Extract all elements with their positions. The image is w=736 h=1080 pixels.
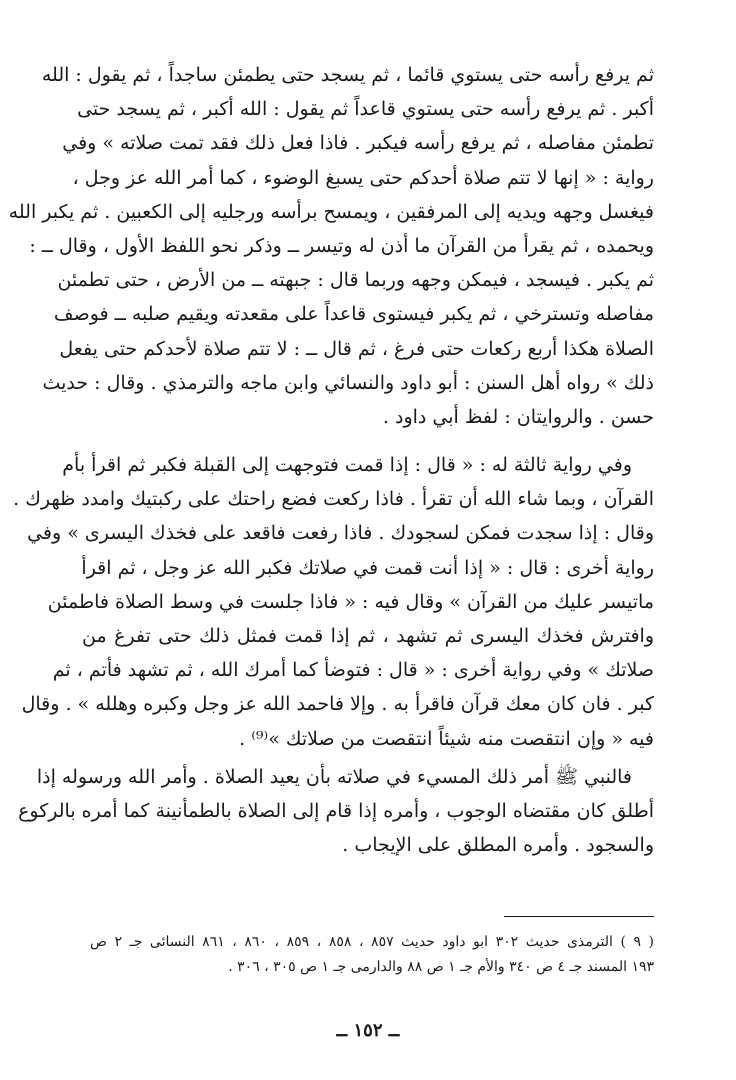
text-line: أكبر . ثم يرفع رأسه حتى يستوي قاعداً ثم يقول : الله أكبر ، ثم يسجد حتى	[77, 98, 654, 121]
text-line: الصلاة هكذا أربع ركعات حتى فرغ ، ثم قال ــ : لا تتم صلاة لأحدكم حتى يفعل	[59, 337, 654, 360]
text-line: وفي رواية ثالثة له : « قال : إذا قمت فتوجهت إلى القبلة فكبر ثم اقرأ بأم	[62, 454, 632, 476]
text-line: فيغسل وجهه ويديه إلى المرفقين ، ويمسح برأسه ورجليه إلى الكعبين . ثم يكبر الله	[8, 200, 654, 223]
footnote-line: ( ٩ ) الترمذى حديث ٣٠٢ ابو داود حديث ٨٥٧ ، ٨٥٨ ، ٨٥٩ ، ٨٦٠ ، ٨٦١ النسائى جـ ٢ ص	[90, 934, 655, 950]
footnote-line: ١٩٣ المسند جـ ٤ ص ٣٤٠ والأم جـ ١ ص ٨٨ والدارمى جـ ١ ص ٣٠٥ ، ٣٠٦ .	[228, 959, 654, 975]
text-line: القرآن ، وبما شاء الله أن تقرأ . فاذا ركعت فضع راحتك على ركبتيك وامدد ظهرك .	[13, 488, 654, 511]
paragraph-2	[13, 448, 654, 756]
footnotes	[90, 930, 654, 980]
text-line: مفاصله وتسترخي ، ثم يكبر فيستوى قاعداً على مقعدته ويقيم صلبه ــ فوصف	[53, 303, 654, 326]
text-line: كبر . فان كان معك قرآن فاقرأ به . وإلا فاحمد الله عز وجل وكبره وهلله » . وقال	[21, 693, 654, 716]
text-line: تطمئن مفاصله ، ثم يرفع رأسه فيكبر . فاذا فعل ذلك فقد تمت صلاته » وفي	[62, 132, 654, 155]
text-line: رواية : « إنها لا تتم صلاة أحدكم حتى يسبغ الوضوء ، كما أمر الله عز وجل ،	[72, 166, 654, 189]
text-line: وقال : إذا سجدت فمكن لسجودك . فاذا رفعت فاقعد على فخذك اليسرى » وفي	[27, 522, 654, 545]
text-line: والسجود . وأمره المطلق على الإيجاب .	[342, 834, 654, 857]
text-line: ويحمده ، ثم يقرأ من القرآن ما أذن له وتيسر ــ وذكر نحو اللفظ الأول ، وقال ــ :	[29, 235, 654, 258]
text-line: أطلق كان مقتضاه الوجوب ، وأمره إذا قام إلى الصلاة بالطمأنينة كما أمره بالركوع	[18, 800, 654, 823]
text-line: رواية أخرى : قال : « إذا أنت قمت في صلاتك فكبر الله عز وجل ، ثم اقرأ	[81, 556, 654, 579]
text-line: ماتيسر عليك من القرآن » وقال فيه : « فاذا جلست في وسط الصلاة فاطمئن	[47, 590, 654, 613]
paragraph-3	[18, 760, 654, 863]
text-line: ثم يرفع رأسه حتى يستوي قائما ، ثم يسجد حتى يطمئن ساجداً ، ثم يقول : الله	[41, 64, 654, 86]
page-number: ــ ١٥٢ ــ	[336, 1020, 400, 1041]
text-line: حسن . والروايتان : لفظ أبي داود .	[382, 406, 654, 429]
paragraph-1	[8, 58, 654, 434]
text-line: فالنبي ﷺ أمر ذلك المسيء في صلاته بأن يعيد الصلاة . وأمر الله ورسوله إذا	[36, 766, 632, 788]
footnote-divider	[504, 916, 654, 917]
text-line: صلاتك » وفي رواية أخرى : « قال : فتوضأ كما أمرك الله ، ثم تشهد فأتم ، ثم	[52, 659, 654, 682]
text-line: وافترش فخذك اليسرى ثم تشهد ، ثم إذا قمت فمثل ذلك حتى تفرغ من	[82, 625, 654, 648]
text-line: فيه « وإن انتقصت منه شيئاً انتقصت من صلاتك »⁽⁹⁾ .	[239, 727, 654, 750]
text-line: ثم يكبر . فيسجد ، فيمكن وجهه وربما قال : جبهته ــ من الأرض ، حتى تطمئن	[57, 269, 654, 292]
text-line: ذلك » رواه أهل السنن : أبو داود والنسائي وابن ماجه والترمذي . وقال : حديث	[42, 371, 654, 394]
